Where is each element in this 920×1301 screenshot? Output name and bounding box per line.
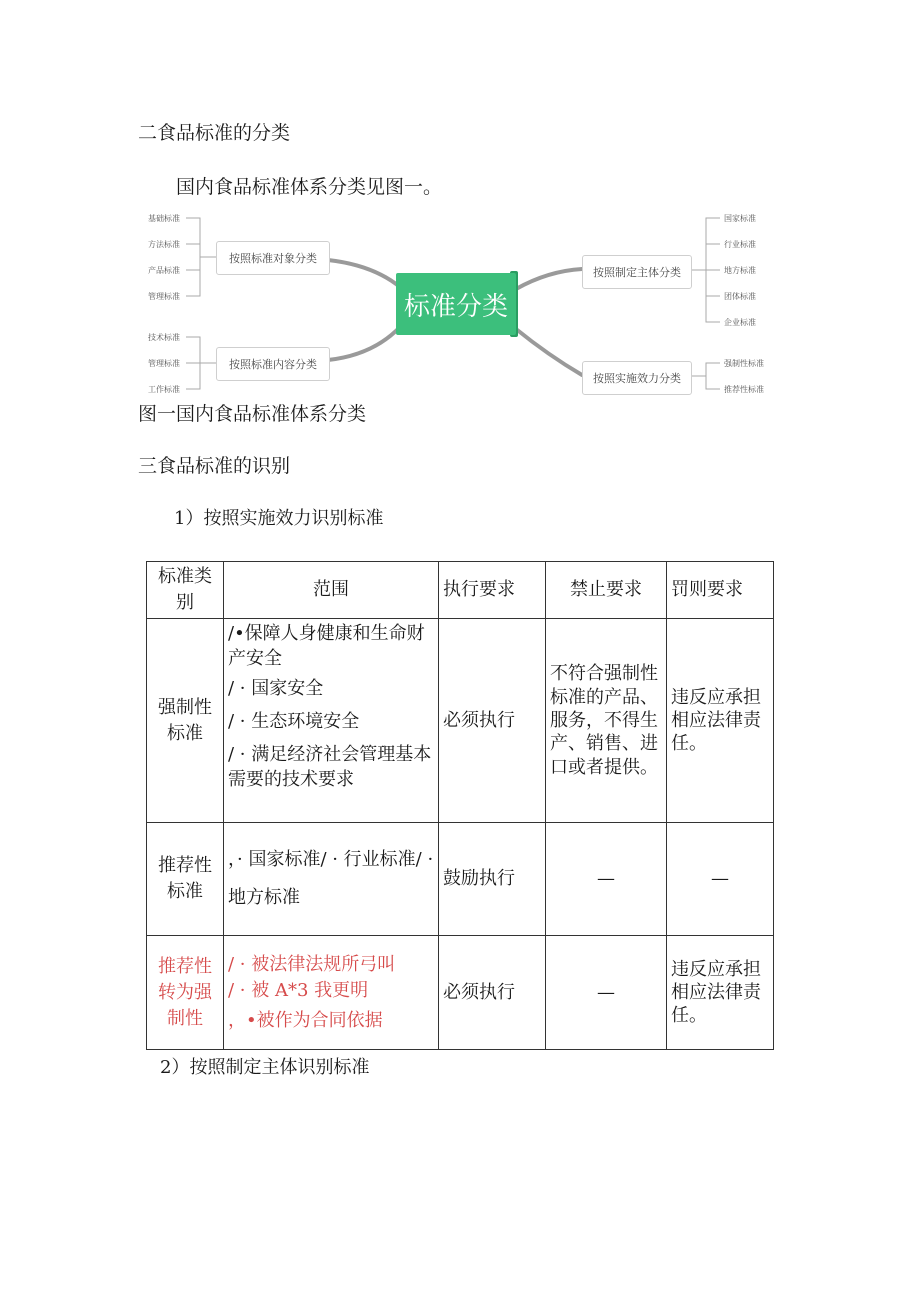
table-row-recommended xyxy=(147,823,774,936)
cell-category: 推荐性转为强制性 xyxy=(147,936,224,1050)
section-heading-identification: 三食品标准的识别 xyxy=(138,455,291,477)
leaf-national-standard: 国家标准 xyxy=(724,214,756,223)
leaf-product-standard: 产品标准 xyxy=(148,266,180,275)
leaf-technical-standard: 技术标准 xyxy=(148,333,180,342)
cell-exec: 必须执行 xyxy=(439,936,546,1050)
bracket-effect xyxy=(706,363,720,389)
table-row-mandatory xyxy=(147,619,774,823)
standards-table xyxy=(146,561,774,1050)
cell-category: 推荐性标准 xyxy=(147,823,224,936)
cell-prohibit: — xyxy=(546,823,667,936)
leaf-method-standard: 方法标准 xyxy=(148,240,180,249)
cell-category: 强制性标准 xyxy=(147,619,224,823)
header-penalty: 罚则要求 xyxy=(667,562,774,619)
table-row-converted xyxy=(147,936,774,1050)
leaf-industry-standard: 行业标准 xyxy=(724,240,756,249)
leaf-local-standard: 地方标准 xyxy=(724,266,756,275)
branch-by-object: 按照标准对象分类 xyxy=(216,241,330,275)
scope-line: ，•被作为合同依据 xyxy=(228,1009,383,1031)
subsection-by-effect: 1）按照实施效力识别标准 xyxy=(174,508,384,529)
leaf-recommended-standard: 推荐性标准 xyxy=(724,385,764,394)
mindmap-figure xyxy=(138,205,778,400)
scope-line: / · 生态环境安全 xyxy=(228,710,360,732)
leaf-mandatory-standard: 强制性标准 xyxy=(724,359,764,368)
branch-by-effect: 按照实施效力分类 xyxy=(582,361,692,395)
cell-scope xyxy=(224,936,439,1050)
cell-prohibit: 不符合强制性标准的产品、服务，不得生产、销售、进口或者提供。 xyxy=(546,619,667,823)
leaf-management-standard: 管理标准 xyxy=(148,292,180,301)
cell-penalty: 违反应承担相应法律责任。 xyxy=(667,936,774,1050)
cell-exec: 必须执行 xyxy=(439,619,546,823)
bracket-object xyxy=(186,218,200,296)
leaf-management-standard-2: 管理标准 xyxy=(148,359,180,368)
leaf-work-standard: 工作标准 xyxy=(148,385,180,394)
branch-by-subject: 按照制定主体分类 xyxy=(582,255,692,289)
cell-penalty: — xyxy=(667,823,774,936)
header-category: 标准类别 xyxy=(147,562,224,619)
scope-line: / · 被法律法规所弓叫 xyxy=(228,953,396,975)
table-header-row xyxy=(147,562,774,619)
leaf-basic-standard: 基础标准 xyxy=(148,214,180,223)
cell-penalty: 违反应承担相应法律责任。 xyxy=(667,619,774,823)
header-exec: 执行要求 xyxy=(439,562,546,619)
scope-line: / · 被 A*3 我更明 xyxy=(228,979,369,1001)
cell-scope: ，· 国家标准/ · 行业标准/ · 地方标准 xyxy=(224,823,439,936)
intro-paragraph: 国内食品标准体系分类见图一。 xyxy=(176,176,443,198)
subsection-by-subject: 2）按照制定主体识别标准 xyxy=(160,1057,370,1078)
scope-line: / · 满足经济社会管理基本需要的技术要求 xyxy=(228,743,432,791)
scope-line: /•保障人身健康和生命财产安全 xyxy=(228,623,425,670)
figure-caption: 图一国内食品标准体系分类 xyxy=(138,403,367,425)
leaf-enterprise-standard: 企业标准 xyxy=(724,318,756,327)
cell-scope xyxy=(224,619,439,823)
branch-by-content: 按照标准内容分类 xyxy=(216,347,330,381)
center-node: 标准分类 xyxy=(396,273,516,335)
section-heading-classification: 二食品标准的分类 xyxy=(138,122,291,144)
header-scope: 范围 xyxy=(224,562,439,619)
header-prohibit: 禁止要求 xyxy=(546,562,667,619)
leaf-group-standard: 团体标准 xyxy=(724,292,756,301)
scope-line: / · 国家安全 xyxy=(228,677,324,699)
cell-exec: 鼓励执行 xyxy=(439,823,546,936)
cell-prohibit: — xyxy=(546,936,667,1050)
